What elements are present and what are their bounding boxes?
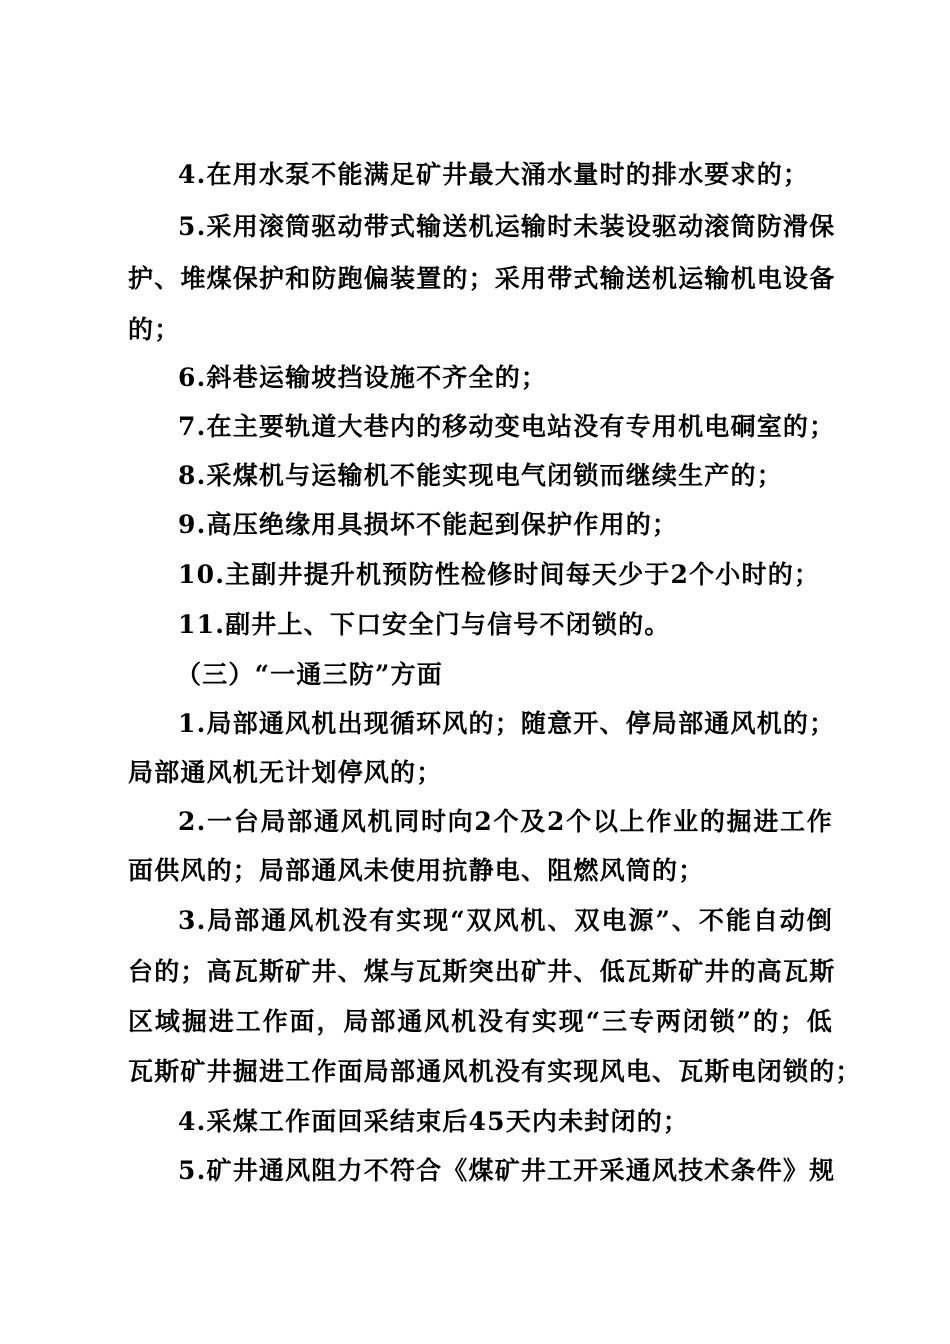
item-3-fan-line-1: 3.局部通风机没有实现“双风机、双电源”、不能自动倒 <box>178 906 833 935</box>
item-4-pump: 4.在用水泵不能满足矿井最大涌水量时的排水要求的； <box>178 160 810 189</box>
item-5-belt-line-3: 的； <box>128 315 181 344</box>
item-5-belt-line-1: 5.采用滚筒驱动带式输送机运输时未装设驱动滚筒防滑保 <box>178 212 836 241</box>
item-7-substation: 7.在主要轨道大巷内的移动变电站没有专用机电硐室的； <box>178 412 836 441</box>
item-3-fan-line-2: 台的；高瓦斯矿井、煤与瓦斯突出矿井、低瓦斯矿井的高瓦斯 <box>128 957 836 986</box>
item-4-sealing: 4.采煤工作面回采结束后45天内未封闭的； <box>178 1107 690 1136</box>
item-5-resistance: 5.矿井通风阻力不符合《煤矿井工开采通风技术条件》规 <box>178 1156 836 1185</box>
item-1-fan-line-2: 局部通风机无计划停风的； <box>128 758 443 787</box>
item-10-hoist: 10.主副井提升机预防性检修时间每天少于2个小时的； <box>178 560 821 589</box>
section-heading-ventilation: （三）“一通三防”方面 <box>176 660 443 689</box>
item-2-fan-line-1: 2.一台局部通风机同时向2个及2个以上作业的掘进工作 <box>178 807 833 836</box>
item-1-fan-line-1: 1.局部通风机出现循环风的；随意开、停局部通风机的； <box>178 709 836 738</box>
item-9-insulation: 9.高压绝缘用具损坏不能起到保护作用的； <box>178 510 679 539</box>
item-8-shearer: 8.采煤机与运输机不能实现电气闭锁而继续生产的； <box>178 461 783 490</box>
item-2-fan-line-2: 面供风的；局部通风未使用抗静电、阻燃风筒的； <box>128 856 705 885</box>
item-6-incline: 6.斜巷运输坡挡设施不齐全的； <box>178 363 548 392</box>
item-3-fan-line-3: 区域掘进工作面，局部通风机没有实现“三专两闭锁”的；低 <box>128 1007 833 1036</box>
item-5-belt-line-2: 护、堆煤保护和防跑偏装置的；采用带式输送机运输机电设备 <box>128 264 836 293</box>
item-3-fan-line-4: 瓦斯矿井掘进工作面局部通风机没有实现风电、瓦斯电闭锁的； <box>128 1057 862 1086</box>
item-11-safety-door: 11.副井上、下口安全门与信号不闭锁的。 <box>178 610 671 639</box>
